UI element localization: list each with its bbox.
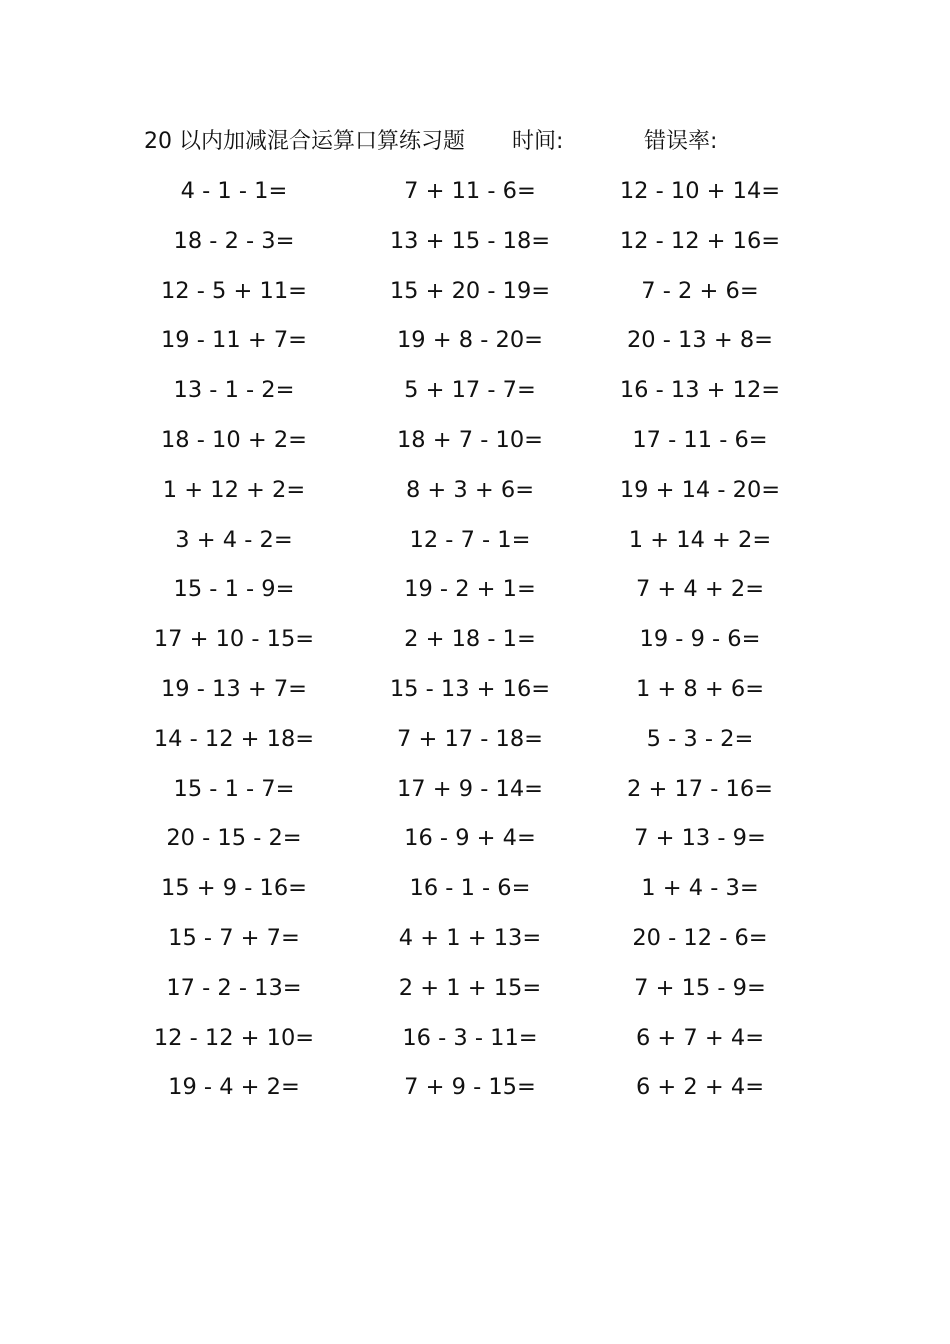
arithmetic-problem: 18 - 2 - 3= [173, 227, 295, 254]
worksheet-header [0, 124, 950, 160]
problem-row [0, 971, 950, 1021]
arithmetic-problem: 15 - 1 - 9= [173, 576, 295, 603]
arithmetic-problem: 16 - 1 - 6= [409, 875, 531, 902]
problem-row [0, 921, 950, 971]
arithmetic-problem: 7 + 9 - 15= [404, 1074, 536, 1101]
arithmetic-problem: 12 - 12 + 16= [619, 227, 781, 254]
arithmetic-problem: 20 - 13 + 8= [626, 327, 773, 354]
arithmetic-problem: 19 - 2 + 1= [404, 576, 536, 603]
error-rate-label: 错误率: [644, 129, 718, 154]
arithmetic-problem: 20 - 15 - 2= [166, 825, 302, 852]
arithmetic-problem: 4 + 1 + 13= [398, 924, 542, 951]
arithmetic-problem: 19 + 14 - 20= [619, 476, 781, 503]
arithmetic-problem: 1 + 8 + 6= [635, 675, 765, 702]
arithmetic-problem: 12 - 5 + 11= [160, 277, 307, 304]
arithmetic-problem: 1 + 4 - 3= [641, 875, 759, 902]
arithmetic-problem: 15 - 1 - 7= [173, 775, 295, 802]
arithmetic-problem: 15 + 20 - 19= [389, 277, 551, 304]
arithmetic-problem: 17 - 2 - 13= [166, 974, 302, 1001]
arithmetic-problem: 7 + 13 - 9= [634, 825, 766, 852]
problem-row [0, 672, 950, 722]
problem-row [0, 224, 950, 274]
arithmetic-problem: 19 + 8 - 20= [396, 327, 543, 354]
arithmetic-problem: 20 - 12 - 6= [632, 924, 768, 951]
arithmetic-problem: 2 + 18 - 1= [404, 626, 536, 653]
arithmetic-problem: 16 - 9 + 4= [404, 825, 536, 852]
arithmetic-problem: 12 - 10 + 14= [619, 178, 781, 204]
arithmetic-problem: 7 + 15 - 9= [634, 974, 766, 1001]
arithmetic-problem: 6 + 7 + 4= [635, 1024, 765, 1051]
problem-row [0, 274, 950, 324]
arithmetic-problem: 7 + 17 - 18= [396, 725, 543, 752]
arithmetic-problem: 16 - 3 - 11= [402, 1024, 538, 1051]
problem-row [0, 373, 950, 423]
arithmetic-problem: 3 + 4 - 2= [175, 526, 293, 553]
problem-row [0, 821, 950, 871]
arithmetic-problem: 15 - 7 + 7= [168, 924, 300, 951]
arithmetic-problem: 7 + 11 - 6= [404, 178, 536, 204]
problem-row [0, 473, 950, 523]
arithmetic-problem: 12 - 7 - 1= [409, 526, 531, 553]
arithmetic-problem: 17 + 9 - 14= [396, 775, 543, 802]
arithmetic-problem: 5 + 17 - 7= [404, 377, 536, 404]
problem-row [0, 423, 950, 473]
worksheet-title: 20 以内加减混合运算口算练习题 [144, 129, 465, 154]
arithmetic-problem: 5 - 3 - 2= [646, 725, 754, 752]
problem-row [0, 523, 950, 573]
problem-row [0, 722, 950, 772]
problem-row [0, 871, 950, 921]
problem-row [0, 174, 950, 224]
arithmetic-problem: 6 + 2 + 4= [635, 1074, 765, 1101]
arithmetic-problem: 16 - 13 + 12= [619, 377, 781, 404]
arithmetic-problem: 13 - 1 - 2= [173, 377, 295, 404]
arithmetic-problem: 19 - 9 - 6= [639, 626, 761, 653]
arithmetic-problem: 7 - 2 + 6= [641, 277, 759, 304]
arithmetic-problem: 4 - 1 - 1= [180, 178, 288, 204]
arithmetic-problem: 17 - 11 - 6= [632, 426, 768, 453]
arithmetic-problem: 19 - 4 + 2= [168, 1074, 300, 1101]
arithmetic-problem: 15 + 9 - 16= [160, 875, 307, 902]
problem-row [0, 572, 950, 622]
arithmetic-problem: 2 + 1 + 15= [398, 974, 542, 1001]
arithmetic-problem: 13 + 15 - 18= [389, 227, 551, 254]
problem-row [0, 1021, 950, 1071]
arithmetic-problem: 18 + 7 - 10= [396, 426, 543, 453]
arithmetic-problem: 19 - 11 + 7= [160, 327, 307, 354]
arithmetic-problem: 15 - 13 + 16= [389, 675, 551, 702]
problem-row [0, 323, 950, 373]
arithmetic-problem: 19 - 13 + 7= [160, 675, 307, 702]
arithmetic-problem: 14 - 12 + 18= [153, 725, 315, 752]
arithmetic-problem: 12 - 12 + 10= [153, 1024, 315, 1051]
arithmetic-problem: 1 + 12 + 2= [162, 476, 306, 503]
problem-row [0, 1070, 950, 1120]
arithmetic-problem: 1 + 14 + 2= [628, 526, 772, 553]
arithmetic-problem: 17 + 10 - 15= [153, 626, 315, 653]
problem-row [0, 622, 950, 672]
arithmetic-problem: 18 - 10 + 2= [160, 426, 307, 453]
arithmetic-problem: 8 + 3 + 6= [405, 476, 535, 503]
arithmetic-problem: 2 + 17 - 16= [626, 775, 773, 802]
problem-row [0, 772, 950, 822]
arithmetic-problem: 7 + 4 + 2= [635, 576, 765, 603]
time-label: 时间: [512, 129, 564, 154]
problem-grid [0, 174, 950, 1120]
